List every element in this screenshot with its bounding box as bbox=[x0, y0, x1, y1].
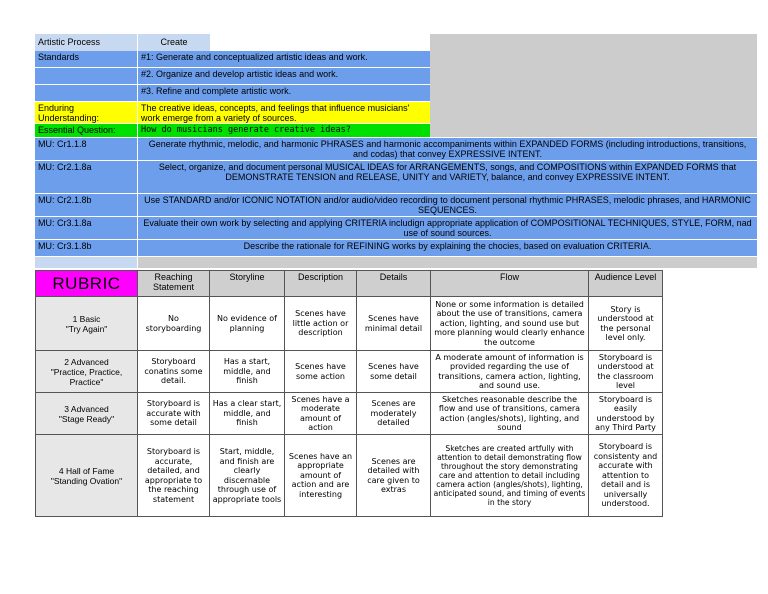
column-header-reaching-statement: Reaching Statement bbox=[138, 271, 210, 297]
table-row bbox=[36, 297, 663, 351]
table-row bbox=[36, 435, 663, 517]
table-cell: No storyboarding bbox=[138, 297, 210, 351]
table-cell: Storyboard is consistenty and accurate with attention to detail and is universally understood. bbox=[589, 435, 663, 517]
table-cell: None or some information is detailed about the use of transitions, camera action, lighting, and sound use but more planning would clearly enhance the outcome bbox=[431, 297, 589, 351]
table-cell: Storyboard is accurate with some detail bbox=[138, 393, 210, 435]
mu-text-2: Select, organize, and document personal MUSICAL IDEAS for ARRANGEMENTS, songs, and COMPOSITIONS within EXPANDED FORMS that DEMONSTRATE TENSION and RELEASE, UNITY and VARIETY, balance, and convey EXPRESSIVE INTENT. bbox=[138, 161, 757, 193]
column-header-storyline: Storyline bbox=[210, 271, 285, 297]
standards-label-spacer bbox=[35, 68, 137, 84]
table-cell: Scenes have some detail bbox=[357, 351, 431, 393]
table-cell: Story is understood at the personal level only. bbox=[589, 297, 663, 351]
table-cell: Sketches are created artfully with attention to detail demonstrating flow throughout the story demonstrating care and attention to detail including camera action (angles/shots), lighting, anticipated sound, and timing of events in the story bbox=[431, 435, 589, 517]
artistic-process-label: Artistic Process bbox=[35, 34, 137, 51]
standards-label-spacer-2 bbox=[35, 85, 137, 101]
level-1-label: 1 Basic "Try Again" bbox=[36, 297, 138, 351]
level-2-label: 2 Advanced "Practice, Practice, Practice" bbox=[36, 351, 138, 393]
column-header-audience-level: Audience Level bbox=[589, 271, 663, 297]
table-cell: Scenes have minimal detail bbox=[357, 297, 431, 351]
table-cell: Storyboard conatins some detail. bbox=[138, 351, 210, 393]
mu-code-4: MU: Cr3.1.8a bbox=[35, 217, 137, 239]
enduring-understanding-label: Enduring Understanding: bbox=[35, 102, 137, 123]
standard-3: #3. Refine and complete artistic work. bbox=[138, 85, 430, 101]
rubric-title: RUBRIC bbox=[36, 271, 138, 297]
table-cell: Scenes are moderately detailed bbox=[357, 393, 431, 435]
spacer-right bbox=[138, 257, 757, 268]
standards-label: Standards bbox=[35, 51, 137, 67]
table-cell: Has a start, middle, and finish bbox=[210, 351, 285, 393]
table-cell: No evidence of planning bbox=[210, 297, 285, 351]
essential-question-label: Essential Question: bbox=[35, 124, 137, 137]
mu-text-5: Describe the rationale for REFINING works by explaining the chocies, based on evaluation CRITERIA. bbox=[138, 240, 757, 256]
mu-code-2: MU: Cr2.1.8a bbox=[35, 161, 137, 193]
artistic-process-value: Create bbox=[138, 34, 210, 51]
table-cell: Has a clear start, middle, and finish bbox=[210, 393, 285, 435]
column-header-details: Details bbox=[357, 271, 431, 297]
mu-code-3: MU: Cr2.1.8b bbox=[35, 194, 137, 216]
table-row bbox=[36, 393, 663, 435]
table-cell: A moderate amount of information is provided regarding the use of transitions, camera action, lighting, and sound use. bbox=[431, 351, 589, 393]
essential-question-text: How do musicians generate creative ideas? bbox=[138, 124, 430, 137]
table-cell: Scenes have a moderate amount of action bbox=[285, 393, 357, 435]
table-cell: Storyboard is easily understood by any Third Party bbox=[589, 393, 663, 435]
mu-text-4: Evaluate their own work by selecting and applying CRITERIA includign appropriate application of COMPOSITIONAL TECHNIQUES, STYLE, FORM, nad use of sound sources. bbox=[138, 217, 757, 239]
level-4-label: 4 Hall of Fame "Standing Ovation" bbox=[36, 435, 138, 517]
table-cell: Scenes have an appropriate amount of action and are interesting bbox=[285, 435, 357, 517]
rubric-table bbox=[35, 270, 663, 517]
table-row bbox=[36, 351, 663, 393]
mu-text-3: Use STANDARD and/or ICONIC NOTATION and/or audio/video recording to document personal rhythmic PHRASES, melodic phrases, and HARMONIC SEQUENCES. bbox=[138, 194, 757, 216]
standard-1: #1: Generate and conceptualized artistic ideas and work. bbox=[138, 51, 430, 67]
mu-text-1: Generate rhythmic, melodic, and harmonic PHRASES and harmonic accompaniments within EXPANDED FORMS (including introductions, transitions, and codas) that convey EXPRESSIVE INTENT. bbox=[138, 138, 757, 160]
spacer-left bbox=[35, 257, 137, 268]
table-cell: Scenes have little action or description bbox=[285, 297, 357, 351]
column-header-description: Description bbox=[285, 271, 357, 297]
table-cell: Sketches reasonable describe the flow and use of transitions, camera action (angles/shots), lighting, and sound bbox=[431, 393, 589, 435]
table-cell: Start, middle, and finish are clearly discernable through use of appropriate tools bbox=[210, 435, 285, 517]
column-header-flow: Flow bbox=[431, 271, 589, 297]
standard-2: #2. Organize and develop artistic ideas and work. bbox=[138, 68, 430, 84]
table-cell: Storyboard is accurate, detailed, and appropriate to the reaching statement bbox=[138, 435, 210, 517]
enduring-understanding-text: The creative ideas, concepts, and feelings that influence musicians' work emerge from a variety of sources. bbox=[138, 102, 430, 123]
table-cell: Scenes are detailed with care given to extras bbox=[357, 435, 431, 517]
table-cell: Storyboard is understood at the classroom level bbox=[589, 351, 663, 393]
level-3-label: 3 Advanced "Stage Ready" bbox=[36, 393, 138, 435]
mu-code-1: MU: Cr1.1.8 bbox=[35, 138, 137, 160]
mu-code-5: MU: Cr3.1.8b bbox=[35, 240, 137, 256]
gray-band bbox=[430, 34, 757, 137]
table-cell: Scenes have some action bbox=[285, 351, 357, 393]
